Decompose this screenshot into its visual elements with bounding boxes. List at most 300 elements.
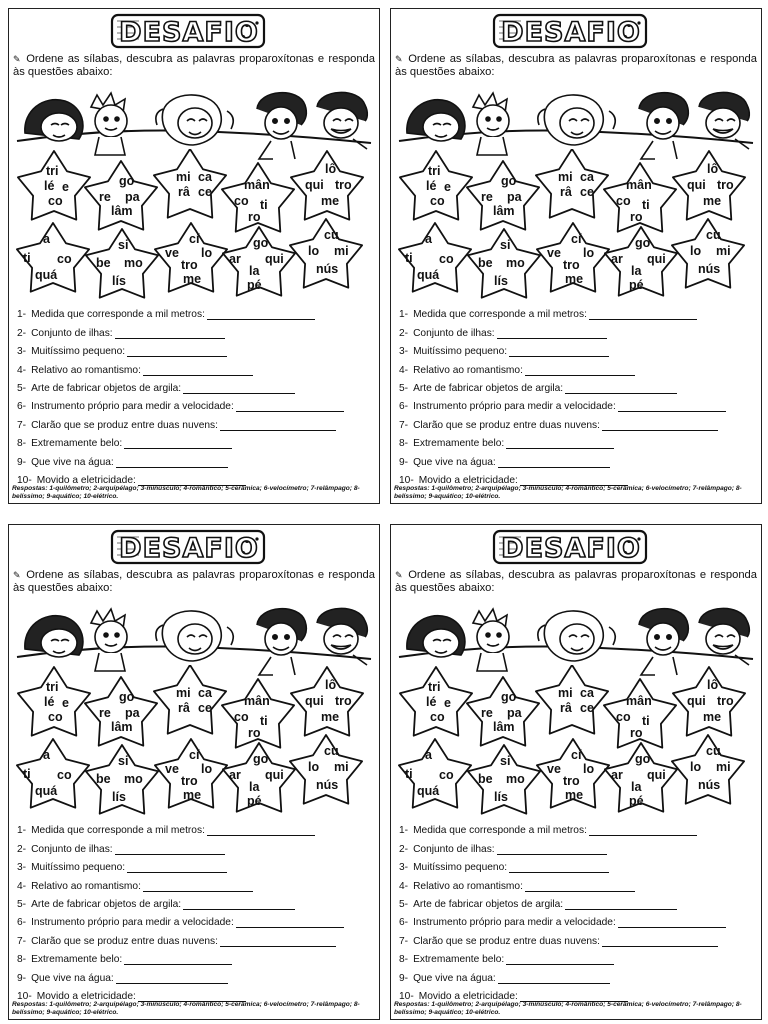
question-text: Instrumento próprio para medir a velocidade: xyxy=(413,917,616,929)
star-syllable: tro xyxy=(717,694,734,708)
star-syllable: râ xyxy=(560,701,572,715)
question-row xyxy=(17,394,373,412)
star-syllable: mi xyxy=(334,760,349,774)
question-number: 7- xyxy=(17,935,27,947)
question-number: 3- xyxy=(17,862,27,874)
star-syllable: ar xyxy=(611,252,623,266)
star-syllable: ce xyxy=(198,701,212,715)
question-text: Relativo ao romantismo: xyxy=(413,880,523,892)
star-syllable: cí xyxy=(571,748,582,762)
star-syllable: ce xyxy=(580,185,594,199)
star-syllable: lô xyxy=(707,162,719,176)
answer-blank[interactable] xyxy=(124,955,232,965)
star-syllable: lé xyxy=(426,179,437,193)
question-row xyxy=(17,412,373,430)
instruction-text xyxy=(395,53,757,78)
question-text: Extremamente belo: xyxy=(31,438,123,450)
question-row xyxy=(17,855,373,873)
question-text: Muitíssimo pequeno: xyxy=(413,862,508,874)
star-syllable: me xyxy=(703,710,722,724)
star-syllable: co xyxy=(57,768,72,782)
answer-blank[interactable] xyxy=(143,366,253,376)
question-text: Medida que corresponde a mil metros: xyxy=(413,825,587,837)
question-row xyxy=(399,965,755,983)
question-row xyxy=(17,928,373,946)
star-syllable: qui xyxy=(647,768,666,782)
answer-blank[interactable] xyxy=(525,882,635,892)
star-syllable: lo xyxy=(583,762,595,776)
question-row xyxy=(399,376,755,394)
star-syllable: nús xyxy=(316,778,339,792)
question-list xyxy=(399,302,755,486)
star-shape xyxy=(85,161,157,230)
question-number: 6- xyxy=(17,401,27,413)
star-syllable: qui xyxy=(265,768,284,782)
star-syllable: pé xyxy=(629,794,644,808)
answer-blank[interactable] xyxy=(565,900,677,910)
question-number: 2- xyxy=(399,843,409,855)
instruction-text xyxy=(13,53,375,78)
star-syllable: co xyxy=(430,710,445,724)
star-syllable: mân xyxy=(244,694,270,708)
star-syllable: re xyxy=(481,706,493,720)
pencil-icon: ✎ xyxy=(395,570,403,580)
question-text: Clarão que se produz entre duas nuvens: xyxy=(31,419,218,431)
question-text: Que vive na água: xyxy=(413,456,496,468)
question-number: 3- xyxy=(17,346,27,358)
question-text: Que vive na água: xyxy=(413,972,496,984)
question-number: 1- xyxy=(17,825,27,837)
star-syllable: a xyxy=(425,232,432,246)
star-syllable: la xyxy=(249,264,260,278)
question-number: 1- xyxy=(17,309,27,321)
instruction-label: Ordene as sílabas, descubra as palavras proparoxítonas e responda às questões abaixo: xyxy=(13,53,375,78)
star-shape xyxy=(467,161,539,230)
star-syllable: tro xyxy=(563,258,580,272)
star-syllable: ti xyxy=(405,251,413,265)
star-syllable: tro xyxy=(181,774,198,788)
star-syllable: qui xyxy=(305,694,324,708)
star-syllable: qui xyxy=(305,178,324,192)
star-syllable: tri xyxy=(428,164,441,178)
star-syllable: pa xyxy=(125,706,140,720)
answer-blank[interactable] xyxy=(497,845,607,855)
star-syllable: la xyxy=(249,780,260,794)
star-syllable: lís xyxy=(494,274,508,288)
answer-key: Respostas: 1-quilômetro; 2-arquipélago; 3-minúsculo; 4-romântico; 5-cerâmica; 6-velocímetro; 7-relâmpago; 8-belíssimo; 9-aquático; 10-elétrico. xyxy=(12,485,360,500)
answer-blank[interactable] xyxy=(509,347,609,357)
title-text: DESAFIO xyxy=(501,533,641,564)
star-syllable: lo xyxy=(201,246,213,260)
question-number: 6- xyxy=(17,917,27,929)
star-syllable: tri xyxy=(46,680,59,694)
star-syllable: me xyxy=(703,194,722,208)
question-number: 3- xyxy=(399,862,409,874)
star-syllable: qui xyxy=(687,178,706,192)
star-syllable: quá xyxy=(35,784,58,798)
answer-key: Respostas: 1-quilômetro; 2-arquipélago; 3-minúsculo; 4-romântico; 5-cerâmica; 6-velocímetro; 7-relâmpago; 8-belíssimo; 9-aquático; 10-elétrico. xyxy=(12,1001,360,1016)
star-syllable: ti xyxy=(23,767,31,781)
star-syllable: mi xyxy=(716,244,731,258)
answer-blank[interactable] xyxy=(618,402,726,412)
answer-blank[interactable] xyxy=(116,974,228,984)
question-row xyxy=(17,892,373,910)
question-number: 10- xyxy=(17,474,32,486)
star-syllable: lo xyxy=(583,246,595,260)
question-text: Movido a eletricidade: xyxy=(418,990,518,1002)
question-text: Clarão que se produz entre duas nuvens: xyxy=(413,935,600,947)
question-text: Conjunto de ilhas: xyxy=(413,327,495,339)
question-row xyxy=(17,947,373,965)
worksheet-bottom-left xyxy=(8,524,380,1020)
star-syllable: co xyxy=(234,194,249,208)
star-syllable: mân xyxy=(626,694,652,708)
question-row xyxy=(399,892,755,910)
question-row xyxy=(399,910,755,928)
star-syllable: nús xyxy=(698,262,721,276)
star-syllable: tro xyxy=(335,178,352,192)
question-number: 7- xyxy=(17,419,27,431)
star-syllable: tri xyxy=(46,164,59,178)
star-syllable: be xyxy=(478,256,493,270)
star-syllable: re xyxy=(99,706,111,720)
pencil-icon: ✎ xyxy=(395,54,403,64)
question-text: Conjunto de ilhas: xyxy=(31,843,113,855)
question-text: Extremamente belo: xyxy=(413,438,505,450)
question-number: 5- xyxy=(17,382,27,394)
answer-blank[interactable] xyxy=(618,918,726,928)
question-text: Medida que corresponde a mil metros: xyxy=(31,309,205,321)
question-text: Que vive na água: xyxy=(31,456,114,468)
star-syllable: mi xyxy=(334,244,349,258)
question-row xyxy=(17,965,373,983)
question-row xyxy=(399,947,755,965)
answer-blank[interactable] xyxy=(124,439,232,449)
star-syllable: a xyxy=(425,748,432,762)
question-text: Extremamente belo: xyxy=(413,954,505,966)
star-syllable: pé xyxy=(247,278,262,292)
answer-key: Respostas: 1-quilômetro; 2-arquipélago; 3-minúsculo; 4-romântico; 5-cerâmica; 6-velocímetro; 7-relâmpago; 8-belíssimo; 9-aquático; 10-elétrico. xyxy=(394,1001,742,1016)
question-row xyxy=(17,910,373,928)
question-row xyxy=(17,818,373,836)
question-number: 8- xyxy=(399,954,409,966)
star-syllable: pé xyxy=(629,278,644,292)
question-number: 9- xyxy=(399,456,409,468)
star-syllable: tro xyxy=(717,178,734,192)
question-number: 5- xyxy=(399,898,409,910)
star-syllable: co xyxy=(616,194,631,208)
star-syllable: me xyxy=(565,788,584,802)
star-syllable: ar xyxy=(611,768,623,782)
answer-blank[interactable] xyxy=(589,310,697,320)
syllable-stars xyxy=(9,149,380,299)
question-row xyxy=(17,449,373,467)
question-row xyxy=(399,818,755,836)
question-number: 8- xyxy=(17,954,27,966)
star-syllable: nús xyxy=(316,262,339,276)
answer-blank[interactable] xyxy=(497,329,607,339)
question-row xyxy=(17,376,373,394)
star-syllable: mi xyxy=(558,686,573,700)
star-syllable: re xyxy=(99,190,111,204)
question-row xyxy=(399,836,755,854)
star-syllable: lo xyxy=(690,244,702,258)
pencil-icon: ✎ xyxy=(13,54,21,64)
star-syllable: lô xyxy=(707,678,719,692)
star-syllable: lâm xyxy=(493,720,515,734)
star-syllable: tro xyxy=(563,774,580,788)
answer-blank[interactable] xyxy=(220,937,336,947)
question-text: Muitíssimo pequeno: xyxy=(31,862,126,874)
star-syllable: be xyxy=(96,772,111,786)
question-list xyxy=(17,818,373,1002)
star-syllable: quá xyxy=(417,784,440,798)
star-syllable: lís xyxy=(494,790,508,804)
question-number: 2- xyxy=(17,327,27,339)
question-row xyxy=(17,320,373,338)
question-row xyxy=(399,928,755,946)
star-syllable: nús xyxy=(698,778,721,792)
question-text: Medida que corresponde a mil metros: xyxy=(31,825,205,837)
worksheet-top-right xyxy=(390,8,762,504)
question-number: 8- xyxy=(399,438,409,450)
star-syllable: lô xyxy=(325,162,337,176)
star-syllable: lâm xyxy=(111,204,133,218)
question-number: 10- xyxy=(399,474,414,486)
star-syllable: pa xyxy=(125,190,140,204)
star-syllable: ti xyxy=(23,251,31,265)
star-syllable: go xyxy=(501,174,517,188)
star-syllable: tro xyxy=(335,694,352,708)
answer-blank[interactable] xyxy=(525,366,635,376)
star-syllable: e xyxy=(444,180,451,194)
star-syllable: go xyxy=(253,236,269,250)
question-row xyxy=(17,468,373,486)
answer-blank[interactable] xyxy=(506,439,614,449)
syllable-stars xyxy=(391,149,762,299)
star-syllable: si xyxy=(118,754,129,768)
star-syllable: me xyxy=(183,272,202,286)
star-syllable: be xyxy=(478,772,493,786)
star-syllable: ar xyxy=(229,768,241,782)
star-syllable: mo xyxy=(506,256,525,270)
star-syllable: lo xyxy=(308,244,320,258)
star-syllable: lé xyxy=(426,695,437,709)
star-syllable: lé xyxy=(44,179,55,193)
question-row xyxy=(399,984,755,1002)
star-syllable: e xyxy=(62,180,69,194)
question-row xyxy=(399,339,755,357)
question-text: Movido a eletricidade: xyxy=(36,990,136,1002)
question-number: 9- xyxy=(399,972,409,984)
star-syllable: go xyxy=(119,690,135,704)
star-syllable: ve xyxy=(547,762,561,776)
question-text: Instrumento próprio para medir a velocidade: xyxy=(413,401,616,413)
instruction-label: Ordene as sílabas, descubra as palavras proparoxítonas e responda às questões abaixo: xyxy=(395,569,757,594)
answer-blank[interactable] xyxy=(509,863,609,873)
question-row xyxy=(399,468,755,486)
star-syllable: ti xyxy=(642,714,650,728)
answer-blank[interactable] xyxy=(506,955,614,965)
star-syllable: la xyxy=(631,264,642,278)
star-shape xyxy=(467,677,539,746)
question-number: 4- xyxy=(17,880,27,892)
answer-blank[interactable] xyxy=(127,863,227,873)
star-syllable: qui xyxy=(687,694,706,708)
answer-blank[interactable] xyxy=(498,458,610,468)
star-syllable: lâm xyxy=(111,720,133,734)
answer-blank[interactable] xyxy=(236,402,344,412)
star-syllable: ti xyxy=(260,714,268,728)
answer-blank[interactable] xyxy=(143,882,253,892)
star-syllable: re xyxy=(481,190,493,204)
title-text: DESAFIO xyxy=(501,17,641,48)
star-syllable: cu xyxy=(706,228,721,242)
answer-blank[interactable] xyxy=(207,310,315,320)
star-syllable: qui xyxy=(265,252,284,266)
star-syllable: me xyxy=(321,194,340,208)
star-syllable: ar xyxy=(229,252,241,266)
star-syllable: qui xyxy=(647,252,666,266)
instruction-label: Ordene as sílabas, descubra as palavras proparoxítonas e responda às questões abaixo: xyxy=(13,569,375,594)
question-text: Instrumento próprio para medir a velocidade: xyxy=(31,917,234,929)
answer-blank[interactable] xyxy=(115,329,225,339)
answer-blank[interactable] xyxy=(565,384,677,394)
question-number: 5- xyxy=(17,898,27,910)
star-syllable: a xyxy=(43,748,50,762)
star-syllable: cu xyxy=(706,744,721,758)
star-syllable: pa xyxy=(507,706,522,720)
question-row xyxy=(399,302,755,320)
star-syllable: mi xyxy=(558,170,573,184)
title-logo xyxy=(109,527,269,567)
answer-blank[interactable] xyxy=(207,826,315,836)
star-syllable: lo xyxy=(308,760,320,774)
question-number: 4- xyxy=(399,880,409,892)
question-list xyxy=(17,302,373,486)
question-number: 2- xyxy=(399,327,409,339)
star-syllable: ce xyxy=(580,701,594,715)
star-syllable: mi xyxy=(176,170,191,184)
star-syllable: ca xyxy=(580,170,594,184)
star-syllable: cu xyxy=(324,228,339,242)
star-syllable: ti xyxy=(260,198,268,212)
answer-blank[interactable] xyxy=(183,384,295,394)
star-syllable: ca xyxy=(198,170,212,184)
star-syllable: mo xyxy=(506,772,525,786)
question-text: Movido a eletricidade: xyxy=(36,474,136,486)
question-number: 2- xyxy=(17,843,27,855)
star-syllable: lé xyxy=(44,695,55,709)
answer-blank[interactable] xyxy=(183,900,295,910)
answer-blank[interactable] xyxy=(498,974,610,984)
question-text: Que vive na água: xyxy=(31,972,114,984)
question-text: Relativo ao romantismo: xyxy=(413,364,523,376)
question-row xyxy=(399,855,755,873)
answer-blank[interactable] xyxy=(602,937,718,947)
answer-blank[interactable] xyxy=(236,918,344,928)
title-text: DESAFIO xyxy=(119,17,259,48)
title-logo xyxy=(109,11,269,51)
question-row xyxy=(17,873,373,891)
question-number: 7- xyxy=(399,419,409,431)
question-number: 6- xyxy=(399,917,409,929)
title-text: DESAFIO xyxy=(119,533,259,564)
star-syllable: râ xyxy=(178,701,190,715)
syllable-stars xyxy=(9,665,380,815)
answer-blank[interactable] xyxy=(115,845,225,855)
question-row xyxy=(399,394,755,412)
question-number: 4- xyxy=(17,364,27,376)
star-syllable: mi xyxy=(716,760,731,774)
question-text: Medida que corresponde a mil metros: xyxy=(413,309,587,321)
question-text: Muitíssimo pequeno: xyxy=(31,346,126,358)
star-syllable: ti xyxy=(642,198,650,212)
star-syllable: râ xyxy=(560,185,572,199)
question-text: Arte de fabricar objetos de argila: xyxy=(413,898,564,910)
question-row xyxy=(399,449,755,467)
question-text: Relativo ao romantismo: xyxy=(31,880,141,892)
question-row xyxy=(17,836,373,854)
title-logo xyxy=(491,527,651,567)
question-text: Conjunto de ilhas: xyxy=(31,327,113,339)
question-text: Relativo ao romantismo: xyxy=(31,364,141,376)
question-number: 10- xyxy=(399,990,414,1002)
star-shape xyxy=(85,677,157,746)
star-syllable: lo xyxy=(201,762,213,776)
question-row xyxy=(399,320,755,338)
star-syllable: e xyxy=(444,696,451,710)
star-syllable: be xyxy=(96,256,111,270)
question-text: Clarão que se produz entre duas nuvens: xyxy=(31,935,218,947)
question-row xyxy=(17,302,373,320)
star-syllable: mi xyxy=(176,686,191,700)
star-syllable: mo xyxy=(124,772,143,786)
star-syllable: go xyxy=(119,174,135,188)
question-text: Arte de fabricar objetos de argila: xyxy=(31,898,182,910)
answer-blank[interactable] xyxy=(220,421,336,431)
answer-blank[interactable] xyxy=(127,347,227,357)
star-syllable: go xyxy=(635,236,651,250)
answer-blank[interactable] xyxy=(116,458,228,468)
star-syllable: lís xyxy=(112,274,126,288)
star-syllable: ro xyxy=(630,210,643,224)
star-syllable: mân xyxy=(244,178,270,192)
question-number: 3- xyxy=(399,346,409,358)
question-text: Movido a eletricidade: xyxy=(418,474,518,486)
instruction-text xyxy=(13,569,375,594)
star-syllable: a xyxy=(43,232,50,246)
star-syllable: ro xyxy=(248,210,261,224)
star-syllable: co xyxy=(616,710,631,724)
star-syllable: co xyxy=(439,768,454,782)
question-text: Muitíssimo pequeno: xyxy=(413,346,508,358)
star-syllable: cí xyxy=(189,232,200,246)
star-syllable: cí xyxy=(189,748,200,762)
answer-blank[interactable] xyxy=(589,826,697,836)
question-number: 4- xyxy=(399,364,409,376)
question-row xyxy=(399,431,755,449)
question-list xyxy=(399,818,755,1002)
question-number: 1- xyxy=(399,825,409,837)
instruction-text xyxy=(395,569,757,594)
star-syllable: ro xyxy=(630,726,643,740)
question-row xyxy=(17,984,373,1002)
question-row xyxy=(399,412,755,430)
star-syllable: pa xyxy=(507,190,522,204)
star-syllable: ca xyxy=(198,686,212,700)
answer-blank[interactable] xyxy=(602,421,718,431)
